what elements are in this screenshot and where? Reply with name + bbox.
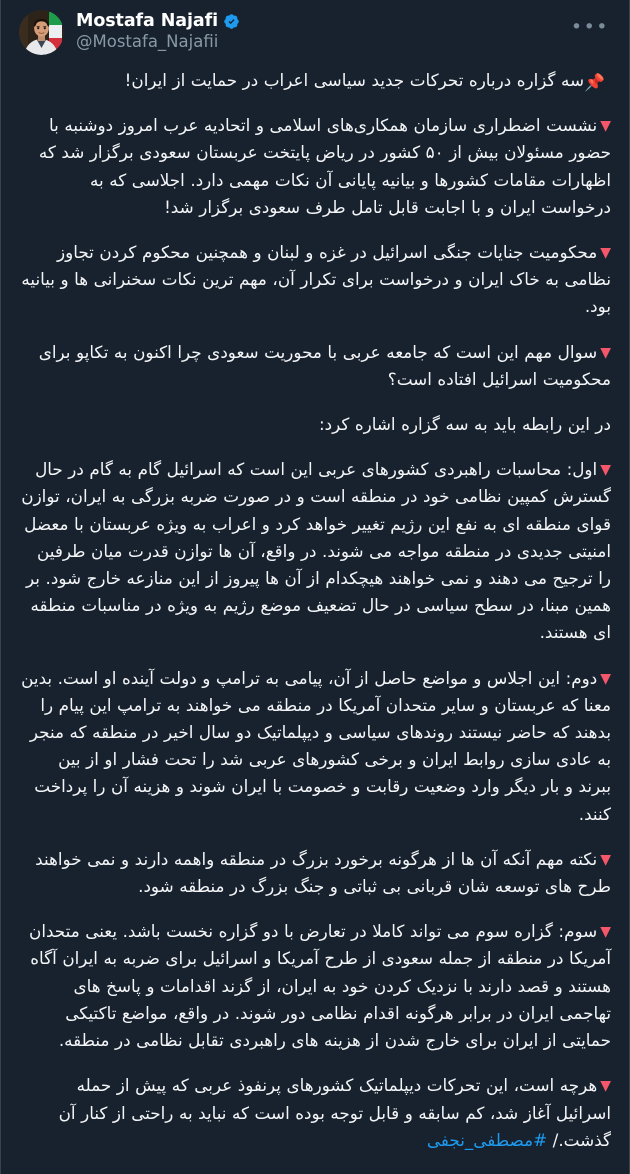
red-triangle-icon: ▼ <box>600 462 611 479</box>
tweet-paragraph-3 <box>21 339 611 393</box>
tweet-paragraph-2 <box>21 239 611 321</box>
hashtag-link[interactable]: #مصطفی_نجفی <box>426 1129 548 1150</box>
tweet-paragraph-8 <box>21 918 611 1054</box>
paragraph-text: محکومیت جنایات جنگی اسرائیل در غزه و لبنان و همچنین محکوم کردن تجاوز نظامی به خاک ایران و درخواست برای تکرار آن، مهم ترین نکات سخنرانی ها و بیانیه بود. <box>21 242 611 317</box>
paragraph-text: دوم: این اجلاس و مواضع حاصل از آن، پیامی به ترامپ و دولت آینده او است. بدین معنا که عربستان و سایر متحدان آمریکا در منطقه می خواهند به ترامپ این پیام را بدهند که حاضر نیستند روندهای سیاسی و دیپلماتیک دو سال اخیر در منطقه که منجر به عادی سازی روابط ایران و برخی کشورهای عربی شد را تحت فشار او از بین ببرند و بار دیگر وارد وضعیت رقابت و خصومت با ایران شوند و هزینه آن را پرداخت کنند. <box>21 667 611 824</box>
red-triangle-icon: ▼ <box>600 670 611 687</box>
tweet-paragraph-5 <box>21 456 611 646</box>
more-options-button[interactable]: ••• <box>570 16 609 38</box>
red-triangle-icon: ▼ <box>600 118 611 135</box>
verified-badge-icon <box>223 13 240 30</box>
tweet-paragraph-1 <box>21 112 611 221</box>
red-triangle-icon: ▼ <box>600 851 611 868</box>
paragraph-text: در این رابطه باید به سه گزاره اشاره کرد: <box>318 414 611 435</box>
tweet-header <box>19 0 613 59</box>
tweet-paragraph-7 <box>21 846 611 900</box>
tweet-paragraph-9 <box>21 1072 611 1154</box>
paragraph-text: سوم: گزاره سوم می تواند کاملا در تعارض با دو گزاره نخست باشد. یعنی متحدان آمریکا در منطقه از جمله سعودی از طرح آمریکا و اسرائیل برای ضربه به ایران آگاه هستند و قصد دارند با نزدیک کردن خود به ایران، از گزند اقدامات و پاسخ های تهاجمی ایران در برابر هرگونه اقدام نظامی دور شوند. در واقع، مواضع تاکتیکی حمایتی از ایران برای خارج شدن از هزینه های راهبردی تقابل نظامی در منطقه. <box>29 921 611 1051</box>
display-name-row <box>76 11 561 31</box>
account-identity <box>76 10 561 53</box>
red-triangle-icon: ▼ <box>600 245 611 262</box>
tweet-paragraph-6 <box>21 665 611 828</box>
tweet-paragraph-intro <box>21 67 611 94</box>
avatar-image <box>19 10 64 55</box>
paragraph-text: اول: محاسبات راهبردی کشورهای عربی این است که اسرائیل گام به گام در حال گسترش کمپین نظامی خود در منطقه است و در صورت ضربه بزرگی به ایران، توازن قوای منطقه ای به نفع این رژیم تغییر خواهد کرد و اعراب به ویژه عربستان با معضل امنیتی جدیدی در منطقه مواجه می شوند. در واقع، آن ها توازن قدرت میان طرفین را ترجیح می دهند و نمی خواهند هیچکدام از آن ها پیروز از این منازعه خارج شود. بر همین مبنا، در سطح سیاسی در حال تضعیف موضع رژیم به ویژه در مناسبات منطقه ای هستند. <box>21 459 611 643</box>
avatar[interactable] <box>19 10 64 55</box>
red-triangle-icon: ▼ <box>600 1078 611 1095</box>
account-handle[interactable]: @Mostafa_Najafii <box>76 32 219 52</box>
tweet-paragraph-4 <box>21 411 611 438</box>
paragraph-text: نشست اضطراری سازمان همکاری‌های اسلامی و اتحادیه عرب امروز دوشنبه با حضور مسئولان بیش از ۵۰ کشور در ریاض پایتخت عربستان سعودی برگزار شد که اظهارات مقامات کشورها و بیانیه پایانی آن نکات مهمی دارد. اجلاسی که به درخواست ایران و با اجابت قابل تامل طرف سعودی برگزار شد! <box>38 115 611 217</box>
tweet-text-body <box>19 59 613 1174</box>
pushpin-icon: 📌 <box>584 72 605 92</box>
paragraph-text: سه گزاره درباره تحرکات جدید سیاسی اعراب در حمایت از ایران! <box>124 70 585 90</box>
paragraph-text: سوال مهم این است که جامعه عربی با محوریت سعودی چرا اکنون به تکاپو برای محکومیت اسرائیل افتاده است؟ <box>38 341 611 389</box>
red-triangle-icon: ▼ <box>600 344 611 361</box>
paragraph-text: نکته مهم آنکه آن ها از هرگونه برخورد بزرگ در منطقه واهمه دارند و نمی خواهند طرح های توسعه شان قربانی بی ثباتی و جنگ بزرگ در منطقه شود. <box>35 848 611 897</box>
red-triangle-icon: ▼ <box>600 924 611 941</box>
paragraph-text: هرچه است، این تحرکات دیپلماتیک کشورهای پرنفوذ عربی که پیش از حمله اسرائیل آغاز شد، کم سابقه و قابل توجه بوده است که نباید به راحتی از کنار آن گذشت./ <box>58 1075 611 1150</box>
display-name[interactable]: Mostafa Najafi <box>76 11 219 31</box>
